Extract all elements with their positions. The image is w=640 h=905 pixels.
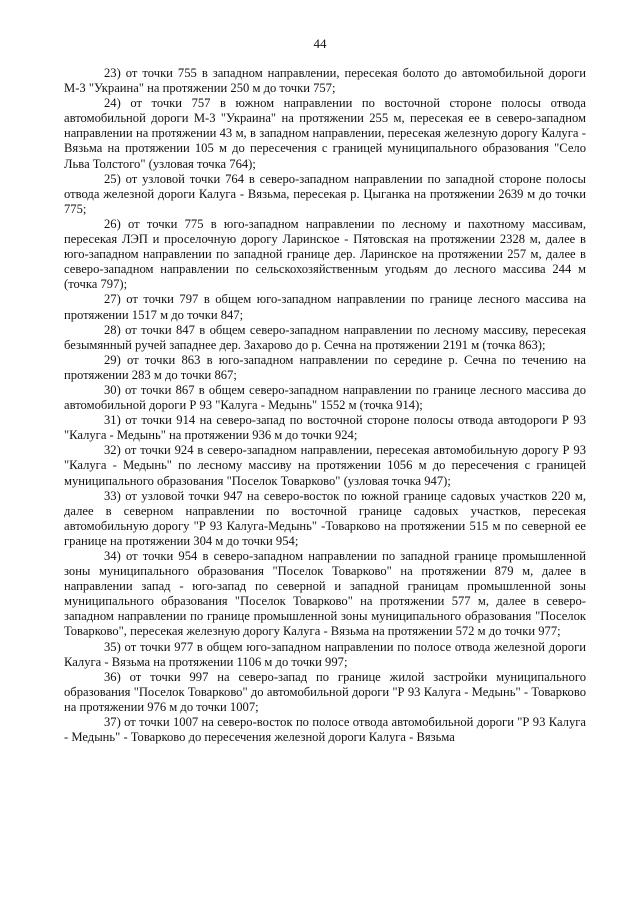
paragraph-32: 32) от точки 924 в северо-западном направлении, пересекая автомобильную дорогу Р 93 "Калуга - Медынь" по лесному массиву на протяжении 1056 м до пересечения с границей муниципального образования "Поселок Товарково" (узловая точка 947); (64, 443, 586, 488)
paragraph-35: 35) от точки 977 в общем юго-западном направлении по полосе отвода железной дороги Калуга - Вязьма на протяжении 1106 м до точки 997; (64, 639, 586, 669)
paragraph-26: 26) от точки 775 в юго-западном направлении по лесному и пахотному массивам, пересекая ЛЭП и проселочную дорогу Ларинское - Пятовская на протяжении 2328 м, далее в юго-западном направлении по западной границе дер. Ларинское на протяжении 257 м, далее в северо-западном направлении по сельскохозяйственным угодьям до лесного массива 244 м (точка 797); (64, 216, 586, 292)
paragraph-30: 30) от точки 867 в общем северо-западном направлении по границе лесного массива до автомобильной дороги Р 93 "Калуга - Медынь" 1552 м (точка 914); (64, 382, 586, 413)
paragraph-33: 33) от узловой точки 947 на северо-восток по южной границе садовых участков 220 м, далее в северном направлении по восточной границе садовых участков, пересекая автомобильную дорогу "Р 93 Калуга-Медынь" -Товарково на протяжении 515 м по северной ее границе на протяжении 304 м до точки 954; (64, 488, 586, 548)
document-body (64, 66, 586, 745)
paragraph-25: 25) от узловой точки 764 в северо-западном направлении по западной стороне полосы отвода железной дороги Калуга - Вязьма, пересекая р. Цыганка на протяжении 2639 м до точки 775; (64, 171, 586, 216)
paragraph-34: 34) от точки 954 в северо-западном направлении по западной границе промышленной зоны муниципального образования "Поселок Товарково" на протяжении 879 м, далее в направлении запад - юго-запад по северной и западной границам промышленной зоны муниципального образования "Поселок Товарково" на протяжении 577 м, далее в северо-западном направлении по границе промышленной зоны муниципального образования "Поселок Товарково", пересекая железную дорогу Калуга - Вязьма на протяжении 572 м до точки 977; (64, 549, 586, 639)
paragraph-37: 37) от точки 1007 на северо-восток по полосе отвода автомобильной дороги "Р 93 Калуга - Медынь" - Товарково до пересечения железной дороги Калуга - Вязьма (64, 715, 586, 745)
paragraph-24: 24) от точки 757 в южном направлении по восточной стороне полосы отвода автомобильной дороги М-3 "Украина" на протяжении 255 м, пересекая ее в северо-западном направлении на протяжении 43 м, в западном направлении, пересекая железную дорогу Калуга - Вязьма на протяжении 105 м до пересечения с границей муниципального образования "Село Льва Толстого" (узловая точка 764); (64, 96, 586, 171)
paragraph-29: 29) от точки 863 в юго-западном направлении по середине р. Сечна по течению на протяжении 283 м до точки 867; (64, 352, 586, 382)
paragraph-31: 31) от точки 914 на северо-запад по восточной стороне полосы отвода автодороги Р 93 "Калуга - Медынь" на протяжении 936 м до точки 924; (64, 413, 586, 443)
paragraph-27: 27) от точки 797 в общем юго-западном направлении по границе лесного массива на протяжении 1517 м до точки 847; (64, 292, 586, 322)
paragraph-23: 23) от точки 755 в западном направлении, пересекая болото до автомобильной дороги М-3 "Украина" на протяжении 250 м до точки 757; (64, 66, 586, 96)
paragraph-28: 28) от точки 847 в общем северо-западном направлении по лесному массиву, пересекая безымянный ручей западнее дер. Захарово до р. Сечна на протяжении 2191 м (точка 863); (64, 322, 586, 352)
paragraph-36: 36) от точки 997 на северо-запад по границе жилой застройки муниципального образования "Поселок Товарково" до автомобильной дороги "Р 93 Калуга - Медынь" - Товарково на протяжении 976 м до точки 1007; (64, 669, 586, 714)
page-number: 44 (313, 36, 327, 51)
